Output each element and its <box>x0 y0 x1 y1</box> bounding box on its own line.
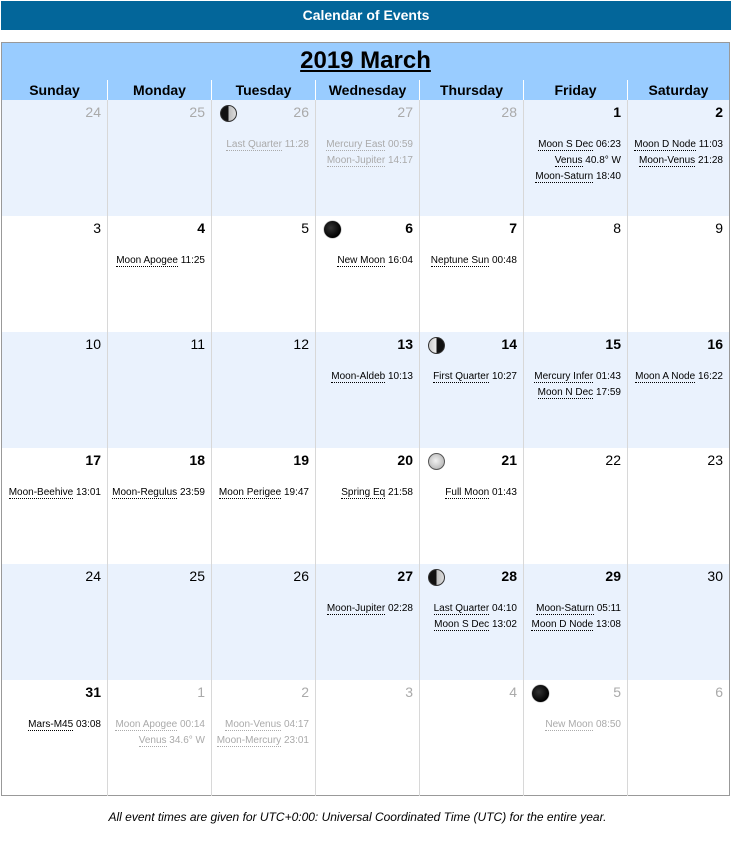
event-link[interactable]: Moon A Node <box>635 371 696 382</box>
day-number: 31 <box>85 684 101 700</box>
event-item <box>28 717 101 733</box>
new-moon-icon <box>324 221 341 238</box>
event-item <box>535 169 621 185</box>
day-cell[interactable] <box>211 216 315 332</box>
month-title[interactable]: 2019 March <box>300 47 431 74</box>
day-number: 11 <box>190 336 205 352</box>
day-number: 19 <box>293 452 309 468</box>
event-link[interactable]: Moon-Venus <box>639 155 696 166</box>
day-number: 28 <box>501 568 517 584</box>
event-time: 08:50 <box>593 719 621 730</box>
day-cell[interactable] <box>523 564 627 680</box>
event-list <box>634 137 723 169</box>
event-list <box>531 601 621 633</box>
event-list <box>337 253 413 269</box>
event-time: 10:27 <box>489 371 517 382</box>
event-item <box>433 369 517 385</box>
event-time: 18:40 <box>593 171 621 182</box>
event-list <box>326 137 413 169</box>
day-cell[interactable] <box>523 448 627 564</box>
day-number: 24 <box>85 568 101 584</box>
event-link[interactable]: Moon D Node <box>634 139 696 150</box>
event-time: 13:08 <box>593 619 621 630</box>
event-item <box>326 153 413 169</box>
event-time: 21:58 <box>385 487 413 498</box>
event-link[interactable]: Moon-Jupiter <box>326 603 386 614</box>
event-item <box>535 153 621 169</box>
last-quarter-moon-icon <box>220 105 237 122</box>
day-cell[interactable] <box>107 332 211 448</box>
event-item <box>445 485 517 501</box>
day-cell[interactable] <box>2 680 107 796</box>
event-time: 19:47 <box>281 487 309 498</box>
day-number: 2 <box>301 684 309 700</box>
event-item <box>116 253 205 269</box>
event-list <box>115 717 205 749</box>
day-number: 2 <box>715 104 723 120</box>
day-number: 29 <box>605 568 621 584</box>
event-item <box>534 385 621 401</box>
event-time: 01:43 <box>593 371 621 382</box>
event-link[interactable]: Spring Eq <box>341 487 386 498</box>
day-cell[interactable] <box>627 564 729 680</box>
event-item <box>112 485 205 501</box>
event-time: 34.6° W <box>166 735 205 746</box>
event-link[interactable]: Last Quarter <box>226 139 282 150</box>
day-cell[interactable] <box>627 448 729 564</box>
event-time: 04:17 <box>281 719 309 730</box>
event-link[interactable]: Last Quarter <box>433 603 490 614</box>
day-number: 3 <box>93 220 101 236</box>
event-link[interactable]: Venus <box>138 735 167 746</box>
event-list <box>112 485 205 501</box>
day-cell[interactable] <box>2 448 107 564</box>
event-item <box>434 617 517 633</box>
event-time: 06:23 <box>593 139 621 150</box>
event-link[interactable]: Moon S Dec <box>538 139 594 150</box>
event-link[interactable]: New Moon <box>337 255 386 266</box>
day-cell[interactable] <box>107 448 211 564</box>
event-time: 11:28 <box>281 139 309 150</box>
event-link[interactable]: Mercury East <box>326 139 386 150</box>
day-number: 10 <box>85 336 101 352</box>
day-cell[interactable] <box>627 216 729 332</box>
day-number: 17 <box>85 452 101 468</box>
event-list <box>534 369 621 401</box>
event-time: 03:08 <box>73 719 101 730</box>
day-number: 28 <box>501 104 517 120</box>
event-time: 16:04 <box>385 255 413 266</box>
day-cell[interactable] <box>107 680 211 796</box>
event-list <box>635 369 723 385</box>
day-cell[interactable] <box>2 564 107 680</box>
event-time: 11:03 <box>695 139 723 150</box>
day-cell[interactable] <box>315 216 419 332</box>
first-quarter-moon-icon <box>428 337 445 354</box>
day-cell[interactable] <box>315 680 419 796</box>
event-link[interactable]: Moon D Node <box>531 619 594 630</box>
event-link[interactable]: Full Moon <box>445 487 490 498</box>
day-number: 8 <box>613 220 621 236</box>
day-cell[interactable] <box>107 564 211 680</box>
event-time: 40.8° W <box>582 155 621 166</box>
event-time: 00:14 <box>177 719 205 730</box>
day-number: 26 <box>293 104 309 120</box>
day-number: 26 <box>293 568 309 584</box>
event-item <box>635 369 723 385</box>
event-list <box>535 137 621 185</box>
event-link[interactable]: Moon-Venus <box>225 719 282 730</box>
event-item <box>337 253 413 269</box>
weekday-header-saturday: Saturday <box>627 80 729 100</box>
day-cell[interactable] <box>211 332 315 448</box>
event-link[interactable]: Moon-Beehive <box>8 487 74 498</box>
day-number: 12 <box>293 336 309 352</box>
day-number: 5 <box>613 684 621 700</box>
day-number: 14 <box>501 336 517 352</box>
event-time: 00:48 <box>489 255 517 266</box>
event-item <box>434 601 517 617</box>
event-list <box>219 485 309 501</box>
event-item <box>545 717 621 733</box>
day-cell[interactable] <box>211 564 315 680</box>
last-quarter-moon-icon <box>428 569 445 586</box>
day-number: 6 <box>715 684 723 700</box>
event-time: 23:01 <box>281 735 309 746</box>
event-list <box>9 485 101 501</box>
day-cell[interactable] <box>419 448 523 564</box>
day-number: 16 <box>707 336 723 352</box>
event-link[interactable]: Moon-Aldeb <box>331 371 386 382</box>
day-number: 24 <box>85 104 101 120</box>
day-cell[interactable] <box>211 680 315 796</box>
event-time: 02:28 <box>385 603 413 614</box>
event-item <box>534 369 621 385</box>
day-number: 15 <box>605 336 621 352</box>
event-link[interactable]: Mercury Infer <box>534 371 594 382</box>
event-link[interactable]: Moon-Regulus <box>112 487 178 498</box>
day-cell[interactable] <box>627 680 729 796</box>
day-cell[interactable] <box>107 100 211 216</box>
event-link[interactable]: Moon Perigee <box>218 487 282 498</box>
weekday-header-friday: Friday <box>523 80 627 100</box>
event-link[interactable]: Moon-Mercury <box>216 735 282 746</box>
day-cell[interactable] <box>419 332 523 448</box>
day-number: 23 <box>707 452 723 468</box>
event-link[interactable]: New Moon <box>545 719 594 730</box>
day-cell[interactable] <box>523 332 627 448</box>
day-cell[interactable] <box>211 100 315 216</box>
event-link[interactable]: Moon S Dec <box>434 619 490 630</box>
event-list <box>226 137 309 153</box>
event-list <box>545 717 621 733</box>
day-cell[interactable] <box>419 680 523 796</box>
event-item <box>531 601 621 617</box>
day-number: 9 <box>715 220 723 236</box>
day-number: 30 <box>707 568 723 584</box>
event-time: 13:01 <box>73 487 101 498</box>
day-cell[interactable] <box>419 100 523 216</box>
event-time: 17:59 <box>593 387 621 398</box>
event-list <box>341 485 413 501</box>
event-list <box>327 601 413 617</box>
new-moon-icon <box>532 685 549 702</box>
day-cell[interactable] <box>315 332 419 448</box>
day-cell[interactable] <box>211 448 315 564</box>
page-header: Calendar of Events <box>1 1 731 30</box>
event-item <box>9 485 101 501</box>
day-cell[interactable] <box>523 100 627 216</box>
event-link[interactable]: Moon Apogee <box>116 255 178 266</box>
weekday-header-sunday: Sunday <box>29 82 80 98</box>
event-item <box>217 733 309 749</box>
event-list <box>331 369 413 385</box>
event-link[interactable]: Venus <box>554 155 583 166</box>
event-link[interactable]: Moon Apogee <box>115 719 178 730</box>
event-item <box>634 137 723 153</box>
day-cell[interactable] <box>315 448 419 564</box>
event-item <box>341 485 413 501</box>
event-time: 04:10 <box>489 603 517 614</box>
day-number: 5 <box>301 220 309 236</box>
event-list <box>445 485 517 501</box>
event-item <box>331 369 413 385</box>
day-number: 13 <box>397 336 413 352</box>
footnote: All event times are given for UTC+0:00: Universal Coordinated Time (UTC) for the entire year. <box>108 810 607 824</box>
event-item <box>115 733 205 749</box>
day-cell[interactable] <box>2 100 107 216</box>
day-number: 25 <box>189 568 205 584</box>
event-time: 13:02 <box>489 619 517 630</box>
day-number: 4 <box>509 684 517 700</box>
event-item <box>431 253 517 269</box>
event-item <box>226 137 309 153</box>
event-item <box>327 601 413 617</box>
event-item <box>326 137 413 153</box>
day-cell[interactable] <box>315 564 419 680</box>
calendar <box>1 42 730 796</box>
day-number: 20 <box>397 452 413 468</box>
day-number: 22 <box>605 452 621 468</box>
day-number: 27 <box>397 568 413 584</box>
event-list <box>434 601 517 633</box>
event-time: 16:22 <box>695 371 723 382</box>
event-link[interactable]: Moon N Dec <box>537 387 594 398</box>
day-cell[interactable] <box>315 100 419 216</box>
event-link[interactable]: Moon-Jupiter <box>326 155 386 166</box>
event-list <box>28 717 101 733</box>
event-item <box>634 153 723 169</box>
event-list <box>431 253 517 269</box>
event-time: 10:13 <box>385 371 413 382</box>
day-cell[interactable] <box>2 216 107 332</box>
day-number: 4 <box>197 220 205 236</box>
event-item <box>115 717 205 733</box>
event-time: 05:11 <box>593 603 621 614</box>
day-number: 18 <box>189 452 205 468</box>
weekday-header-tuesday: Tuesday <box>211 80 315 100</box>
event-link[interactable]: Neptune Sun <box>430 255 490 266</box>
event-list <box>116 253 205 269</box>
day-number: 3 <box>405 684 413 700</box>
event-item <box>531 617 621 633</box>
event-item <box>219 485 309 501</box>
weekday-header-thursday: Thursday <box>419 80 523 100</box>
weekday-header-monday: Monday <box>107 80 211 100</box>
event-link[interactable]: First Quarter <box>433 371 490 382</box>
day-cell[interactable] <box>627 100 729 216</box>
event-time: 01:43 <box>489 487 517 498</box>
event-time: 11:25 <box>177 255 205 266</box>
event-time: 21:28 <box>695 155 723 166</box>
day-cell[interactable] <box>107 216 211 332</box>
day-number: 7 <box>509 220 517 236</box>
day-number: 1 <box>613 104 621 120</box>
full-moon-icon <box>428 453 445 470</box>
event-list <box>217 717 309 749</box>
day-cell[interactable] <box>523 216 627 332</box>
event-link[interactable]: Moon-Saturn <box>535 171 594 182</box>
event-time: 23:59 <box>177 487 205 498</box>
day-number: 1 <box>197 684 205 700</box>
day-cell[interactable] <box>419 216 523 332</box>
day-number: 25 <box>189 104 205 120</box>
event-item <box>535 137 621 153</box>
event-time: 14:17 <box>385 155 413 166</box>
day-cell[interactable] <box>2 332 107 448</box>
weekday-header-wednesday: Wednesday <box>315 80 419 100</box>
event-item <box>217 717 309 733</box>
day-cell[interactable] <box>627 332 729 448</box>
day-number: 21 <box>501 452 517 468</box>
day-number: 6 <box>405 220 413 236</box>
event-list <box>433 369 517 385</box>
day-number: 27 <box>397 104 413 120</box>
event-link[interactable]: Moon-Saturn <box>536 603 594 614</box>
event-link[interactable]: Mars-M45 <box>28 719 74 730</box>
event-time: 00:59 <box>385 139 413 150</box>
day-cell[interactable] <box>419 564 523 680</box>
day-cell[interactable] <box>523 680 627 796</box>
calendar-header <box>2 43 729 100</box>
